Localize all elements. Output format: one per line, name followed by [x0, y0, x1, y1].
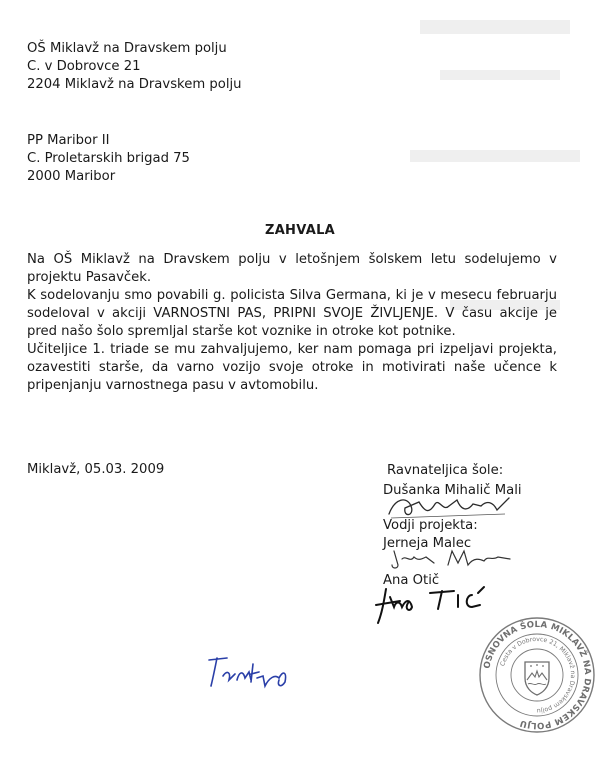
sender-line-3: 2204 Miklavž na Dravskem polju: [27, 77, 242, 92]
recipient-address: [27, 132, 190, 186]
recipient-line-3: 2000 Maribor: [27, 169, 116, 184]
leader-1-name: Jerneja Malec: [383, 536, 472, 551]
principal-name: Dušanka Mihalič Mali: [383, 483, 522, 498]
body-paragraph-2: K sodelovanju smo povabili g. policista Silva Germana, ki je v mesecu februarju sodeloval v akciji VARNOSTNI PAS, PRIPNI SVOJE ŽIVLJENJE. V času akcije je pred našo šolo spremljal starše kot voznike in otroke kot potnike.: [27, 288, 557, 339]
letter-body: [27, 251, 557, 395]
blue-ink-signature: [205, 650, 295, 692]
recipient-line-2: C. Proletarskih brigad 75: [27, 151, 190, 166]
sender-address: [27, 40, 242, 94]
principal-role: Ravnateljica šole:: [387, 463, 504, 478]
slovenia-coat-of-arms-icon: [525, 662, 549, 695]
leader-1-signature: [388, 547, 518, 573]
sender-line-2: C. v Dobrovce 21: [27, 59, 141, 74]
stamp-outer-text: OSNOVNA ŠOLA MIKLAVŽ NA DRAVSKEM POLJU: [482, 619, 593, 731]
leader-2-name: Ana Otič: [383, 573, 440, 588]
stamp-inner-text: Cesta v Dobrovce 21, Miklavž na Dravskem polju: [499, 635, 577, 715]
place-and-date: Miklavž, 05.03. 2009: [27, 462, 165, 477]
sender-line-1: OŠ Miklavž na Dravskem polju: [27, 41, 227, 56]
body-paragraph-3: Učiteljice 1. triade se mu zahvaljujemo, ker nam pomaga pri izpeljavi projekta, ozavestiti starše, da varno vozijo svoje otroke in motivirati naše učence k pripenjanju varnostnega pasu v avtomobilu.: [27, 342, 557, 393]
school-stamp: [478, 616, 596, 734]
document-title: ZAHVALA: [264, 223, 336, 238]
project-leaders-role: Vodji projekta:: [383, 518, 478, 533]
recipient-line-1: PP Maribor II: [27, 133, 110, 148]
body-paragraph-1: Na OŠ Miklavž na Dravskem polju v letošnjem šolskem letu sodelujemo v projektu Pasavček.: [27, 252, 557, 285]
leader-2-signature: [372, 583, 492, 625]
